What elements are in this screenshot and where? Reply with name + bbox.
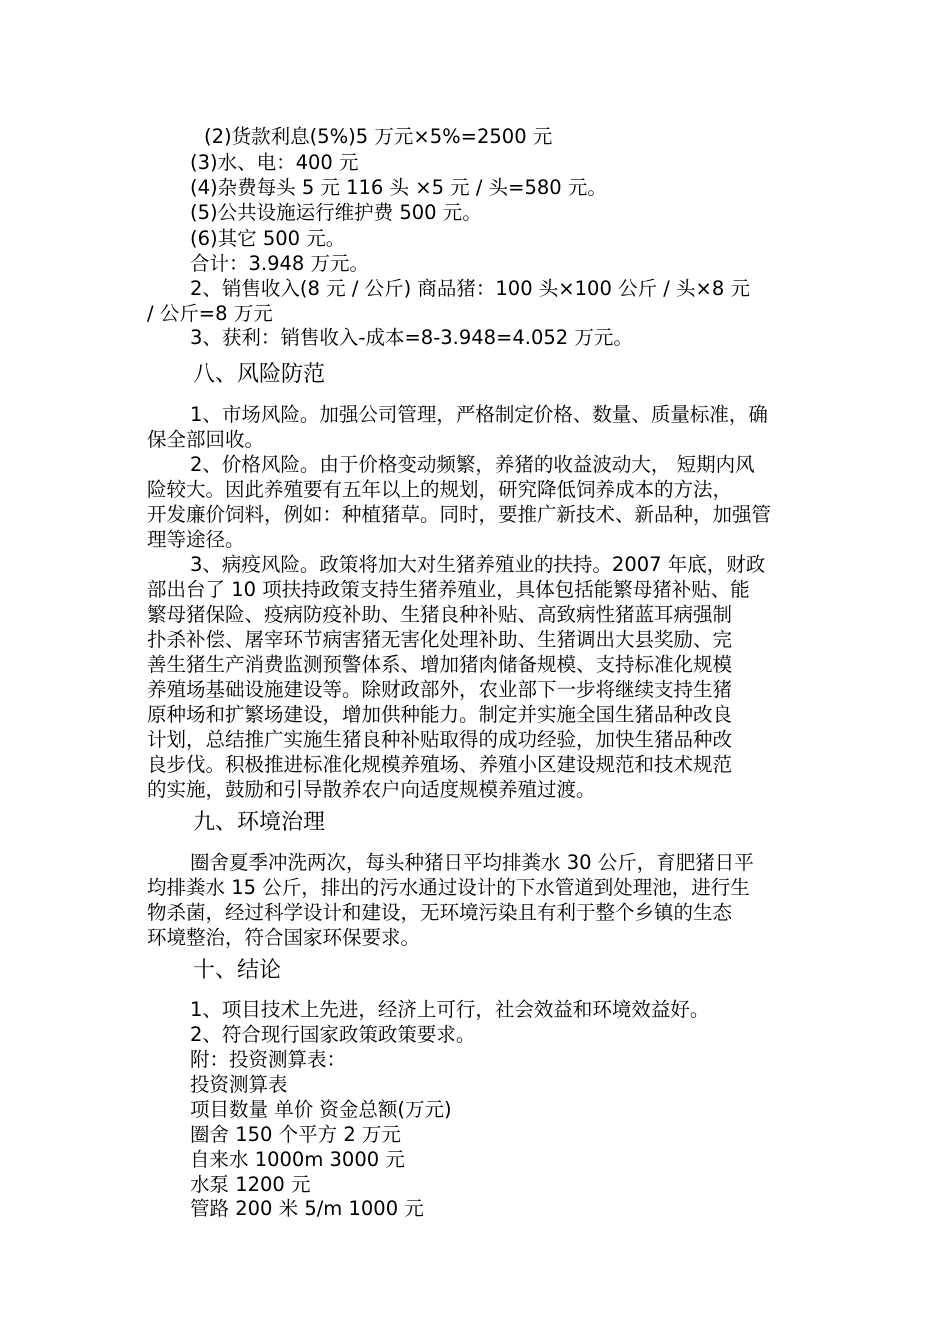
cost-item-water-electricity: (3)水、电：400 元 (190, 151, 359, 174)
conclusion-line: 1、项目技术上先进，经济上可行，社会效益和环境效益好。 (190, 998, 710, 1021)
sales-line-1: 2、销售收入(8 元 / 公斤) 商品猪：100 头×100 公斤 / 头×8 元 (190, 277, 750, 300)
cost-total: 合计：3.948 万元。 (190, 252, 370, 275)
profit-line: 3、获利：销售收入-成本=8-3.948=4.052 万元。 (190, 326, 633, 349)
section-8-line: 1、市场风险。加强公司管理，严格制定价格、数量、质量标准，确 (190, 403, 768, 426)
section-8-line: 扑杀补偿、屠宰环节病害猪无害化处理补助、生猪调出大县奖励、完 (147, 628, 733, 651)
investment-table-row: 圈舍 150 个平方 2 万元 (190, 1123, 401, 1146)
section-9-line: 均排粪水 15 公斤，排出的污水通过设计的下水管道到处理池，进行生 (147, 876, 750, 899)
section-9-title: 九、环境治理 (193, 810, 326, 835)
investment-table-row: 水泵 1200 元 (190, 1173, 311, 1196)
section-8-line: 计划，总结推广实施生猪良种补贴取得的成功经验，加快生猪品种改 (147, 728, 733, 751)
section-8-title: 八、风险防范 (193, 362, 326, 387)
section-9-line: 圈舍夏季冲洗两次，每头种猪日平均排粪水 30 公斤，育肥猪日平 (190, 851, 754, 874)
section-8-line: 繁母猪保险、疫病防疫补助、生猪良种补贴、高致病性猪蓝耳病强制 (147, 603, 733, 626)
section-8-line: 险较大。因此养殖要有五年以上的规划，研究降低饲养成本的方法， (147, 478, 733, 501)
section-8-line: 保全部回收。 (147, 428, 265, 451)
section-8-line: 部出台了 10 项扶持政策支持生猪养殖业，具体包括能繁母猪补贴、能 (147, 578, 750, 601)
section-8-line: 养殖场基础设施建设等。除财政部外，农业部下一步将继续支持生猪 (147, 678, 733, 701)
section-8-line: 的实施，鼓励和引导散养农户向适度规模养殖过渡。 (147, 778, 596, 801)
section-8-line: 原种场和扩繁场建设，增加供种能力。制定并实施全国生猪品种改良 (147, 703, 733, 726)
investment-table-row: 自来水 1000m 3000 元 (190, 1148, 405, 1171)
section-10-title: 十、结论 (193, 958, 282, 983)
section-8-line: 理等途径。 (147, 528, 245, 551)
section-8-line: 3、病疫风险。政策将加大对生猪养殖业的扶持。2007 年底，财政 (190, 553, 766, 576)
cost-item-misc-fee: (4)杂费每头 5 元 116 头 ×5 元 / 头=580 元。 (190, 176, 607, 199)
cost-item-loan-interest: (2)货款利息(5%)5 万元×5%=2500 元 (204, 125, 553, 148)
appendix-label: 附：投资测算表： (190, 1048, 347, 1071)
conclusion-line: 2、符合现行国家政策政策要求。 (190, 1023, 476, 1046)
sales-line-2: / 公斤=8 万元 (147, 302, 273, 325)
cost-item-maintenance: (5)公共设施运行维护费 500 元。 (190, 201, 482, 224)
investment-table-header: 项目数量 单价 资金总额(万元) (190, 1098, 452, 1121)
investment-table-row: 管路 200 米 5/m 1000 元 (190, 1197, 424, 1220)
cost-item-other: (6)其它 500 元。 (190, 227, 346, 250)
section-8-line: 良步伐。积极推进标准化规模养殖场、养殖小区建设规范和技术规范 (147, 753, 733, 776)
section-8-line: 开发廉价饲料，例如：种植猪草。同时，要推广新技术、新品种，加强管 (147, 503, 772, 526)
section-8-line: 善生猪生产消费监测预警体系、增加猪肉储备规模、支持标准化规模 (147, 653, 733, 676)
section-8-line: 2、价格风险。由于价格变动频繁，养猪的收益波动大， 短期内风 (190, 453, 755, 476)
section-9-line: 物杀菌，经过科学设计和建设，无环境污染且有利于整个乡镇的生态 (147, 901, 733, 924)
section-9-line: 环境整治，符合国家环保要求。 (147, 926, 421, 949)
investment-table-title: 投资测算表 (190, 1073, 288, 1096)
